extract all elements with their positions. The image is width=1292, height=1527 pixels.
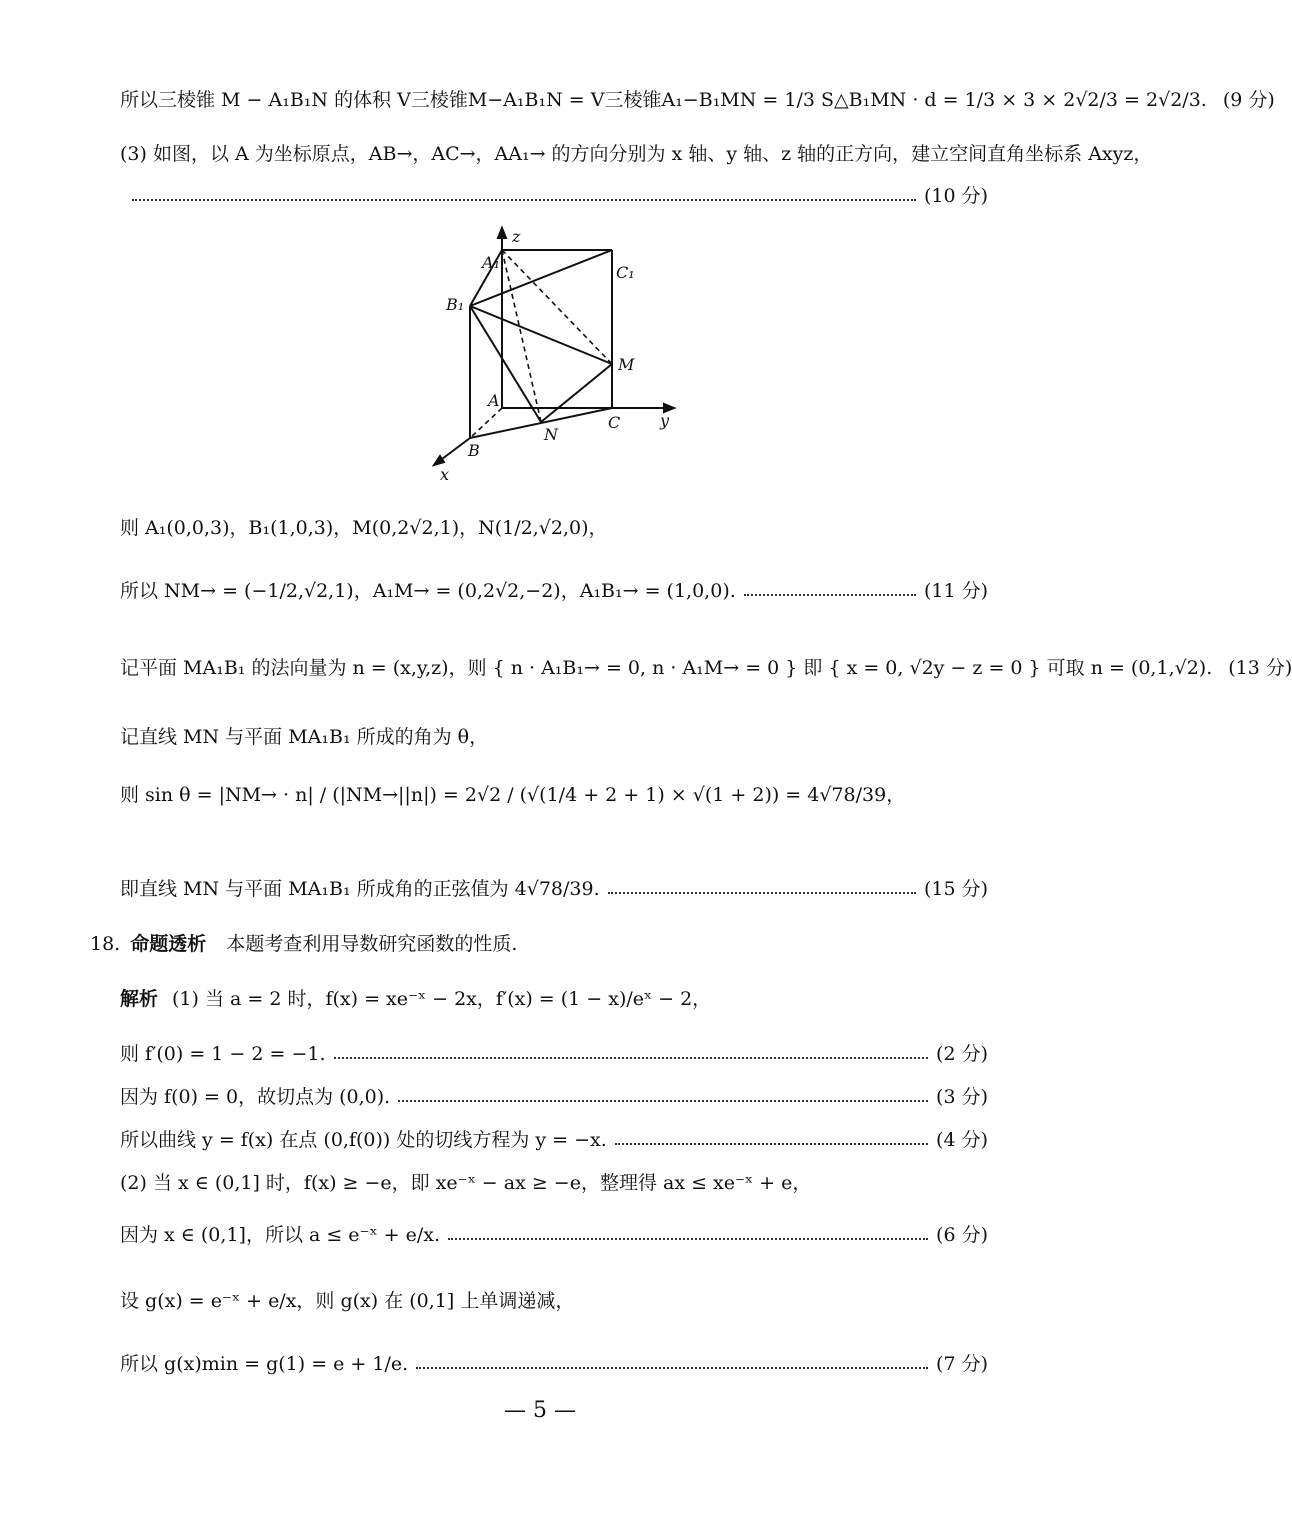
line-text: 所以 NM→ = (−1/2,√2,1)，A₁M→ = (0,2√2,−2)，A₁B₁→ = (1,0,0). — [120, 580, 736, 602]
solution-label: 解析 — [120, 988, 159, 1010]
line-g-min — [120, 1350, 988, 1378]
label-a: A — [488, 391, 500, 410]
page-number: — 5 — — [504, 1398, 576, 1423]
line-part2 — [120, 1169, 988, 1197]
line-text: 因为 f(0) = 0，故切点为 (0,0). — [120, 1086, 391, 1108]
line-text: 则 A₁(0,0,3)，B₁(1,0,3)，M(0,2√2,1)，N(1/2,√2,0)， — [120, 517, 608, 539]
line-sin-theta — [120, 781, 988, 809]
label-b1: B₁ — [446, 295, 465, 314]
label-c1: C₁ — [616, 263, 635, 282]
line-text: 因为 x ∈ (0,1]，所以 a ≤ e⁻ˣ + e/x. — [120, 1224, 441, 1246]
line-tangent-point — [120, 1083, 988, 1111]
line-score-10 — [132, 182, 988, 210]
dot-leader — [615, 1143, 928, 1145]
score-label: (2 分) — [936, 1043, 988, 1065]
label-z: z — [512, 227, 521, 246]
line-fprime-0 — [120, 1040, 988, 1068]
analysis-label: 命题透析 — [130, 933, 207, 955]
line-normal-vector — [120, 654, 1292, 682]
line-text: 记平面 MA₁B₁ 的法向量为 n = (x,y,z)，则 { n · A₁B₁→ = 0, n · A₁M→ = 0 } 即 { x = 0, √2y − z = 0 } 可取 n = (0,1,√2). — [120, 657, 1213, 679]
z-arrow — [498, 228, 506, 238]
dashed-a1-n — [502, 250, 541, 422]
line-text: (1) 当 a = 2 时，f(x) = xe⁻ˣ − 2x，f′(x) = (1 − x)/eˣ − 2， — [172, 988, 712, 1010]
dot-leader — [398, 1100, 928, 1102]
dot-leader — [448, 1238, 928, 1240]
dot-leader — [608, 892, 916, 894]
line-tangent-eq — [120, 1126, 988, 1154]
line-text: (2) 当 x ∈ (0,1] 时，f(x) ≥ −e，即 xe⁻ˣ − ax ≥ −e，整理得 ax ≤ xe⁻ˣ + e， — [120, 1172, 812, 1194]
prism-figure — [420, 222, 700, 487]
line-volume — [120, 86, 1275, 114]
label-m: M — [618, 355, 635, 374]
label-x: x — [440, 465, 450, 484]
score-label: (7 分) — [936, 1353, 988, 1375]
line-text: 设 g(x) = e⁻ˣ + e/x，则 g(x) 在 (0,1] 上单调递减， — [120, 1290, 575, 1312]
problem-18-header — [90, 930, 517, 958]
analysis-text: 本题考查利用导数研究函数的性质. — [226, 933, 518, 955]
line-points — [120, 514, 988, 542]
score-label: (10 分) — [923, 185, 988, 207]
dashed-a-b — [470, 408, 502, 438]
label-a1: A₁ — [482, 253, 500, 272]
edge-n-m — [541, 364, 612, 422]
score-label: (3 分) — [936, 1086, 988, 1108]
line-text: (3) 如图，以 A 为坐标原点，AB→，AC→，AA₁→ 的方向分别为 x 轴、y 轴、z 轴的正方向，建立空间直角坐标系 Axyz， — [120, 143, 1153, 165]
line-text: 则 f′(0) = 1 − 2 = −1. — [120, 1043, 326, 1065]
label-n: N — [544, 425, 558, 444]
dot-leader — [334, 1057, 929, 1059]
score-label: (13 分) — [1228, 657, 1292, 679]
label-c: C — [608, 413, 621, 432]
line-a-bound — [120, 1221, 988, 1249]
score-label: (4 分) — [936, 1129, 988, 1151]
score-label: (15 分) — [923, 878, 988, 900]
score-label: (9 分) — [1222, 89, 1275, 111]
line-vectors — [120, 577, 988, 605]
dot-leader — [132, 199, 916, 201]
line-sine-value — [120, 875, 988, 903]
line-coord-setup — [120, 140, 1153, 168]
dot-leader — [416, 1367, 928, 1369]
score-label: (11 分) — [923, 580, 988, 602]
line-part1 — [120, 985, 988, 1013]
line-text: 即直线 MN 与平面 MA₁B₁ 所成角的正弦值为 4√78/39. — [120, 878, 600, 900]
line-text: 所以三棱锥 M − A₁B₁N 的体积 V三棱锥M−A₁B₁N = V三棱锥A₁−B₁MN = 1/3 S△B₁MN · d = 1/3 × 3 × 2√2/3 = 2√2/3. — [120, 89, 1207, 111]
line-text: 所以曲线 y = f(x) 在点 (0,f(0)) 处的切线方程为 y = −x. — [120, 1129, 607, 1151]
line-text: 记直线 MN 与平面 MA₁B₁ 所成的角为 θ， — [120, 726, 489, 748]
dashed-a1-m — [502, 250, 612, 364]
edge-b1-n — [470, 306, 541, 422]
edge-b-c — [470, 408, 612, 438]
x-arrow — [434, 456, 444, 465]
dot-leader — [744, 594, 916, 596]
line-angle-def — [120, 723, 988, 751]
line-g-def — [120, 1287, 988, 1315]
label-b: B — [468, 441, 480, 460]
line-text: 则 sin θ = |NM→ · n| / (|NM→||n|) = 2√2 / (√(1/4 + 2 + 1) × √(1 + 2)) = 4√78/39， — [120, 784, 906, 806]
score-label: (6 分) — [936, 1224, 988, 1246]
label-y: y — [660, 411, 670, 430]
line-text: 所以 g(x)min = g(1) = e + 1/e. — [120, 1353, 409, 1375]
problem-number: 18. — [90, 933, 121, 955]
edge-b1-m — [470, 306, 612, 364]
